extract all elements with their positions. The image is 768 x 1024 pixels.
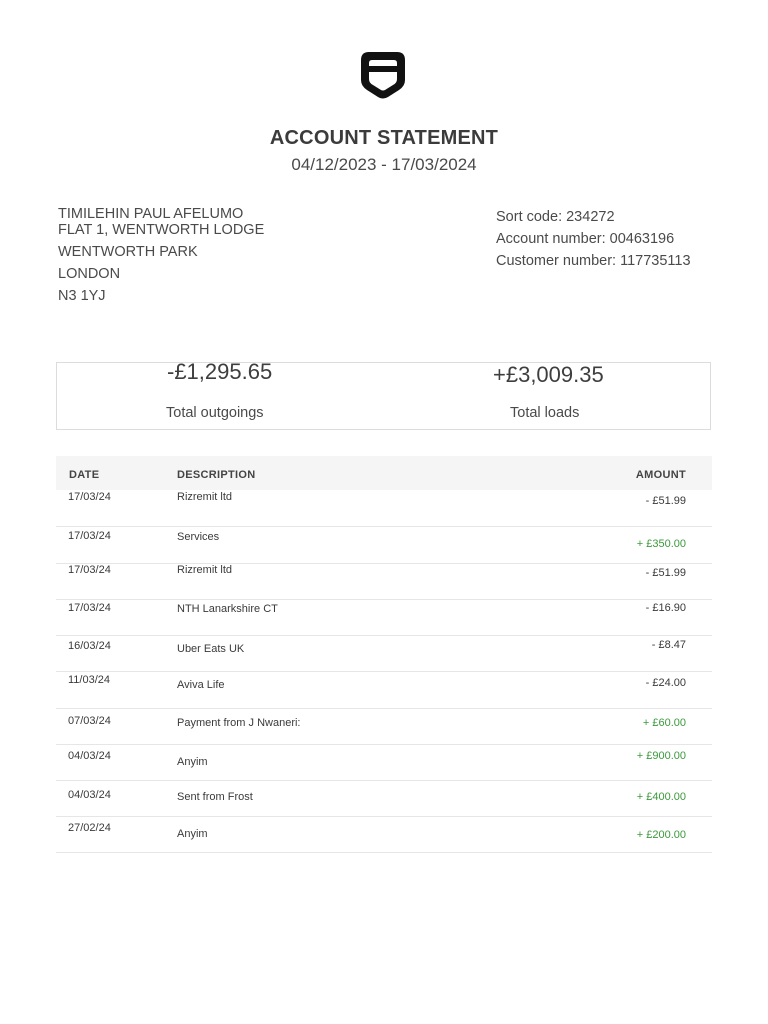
row-description: Aviva Life bbox=[177, 679, 225, 691]
row-date: 17/03/24 bbox=[68, 602, 111, 614]
customer-number: Customer number: 117735113 bbox=[496, 253, 691, 269]
row-amount: - £16.90 bbox=[645, 602, 686, 614]
total-outgoings-value: -£1,295.65 bbox=[167, 359, 273, 384]
row-description: Rizremit ltd bbox=[177, 564, 233, 576]
row-amount: - £51.99 bbox=[645, 567, 686, 579]
table-row bbox=[56, 527, 712, 564]
row-date: 27/02/24 bbox=[68, 822, 111, 834]
row-description: NTH Lanarkshire CT bbox=[177, 603, 278, 615]
row-amount: + £350.00 bbox=[636, 538, 686, 550]
row-description: Anyim bbox=[177, 756, 208, 768]
row-date: 17/03/24 bbox=[68, 530, 111, 542]
table-row bbox=[56, 490, 712, 527]
row-amount: - £8.47 bbox=[651, 639, 686, 651]
header-amount: AMOUNT bbox=[635, 469, 686, 481]
row-amount: + £900.00 bbox=[636, 750, 686, 762]
row-amount: + £60.00 bbox=[642, 717, 686, 729]
row-description: Anyim bbox=[177, 828, 208, 840]
row-date: 11/03/24 bbox=[68, 674, 111, 686]
row-date: 04/03/24 bbox=[68, 789, 111, 801]
statement-title: ACCOUNT STATEMENT bbox=[269, 127, 499, 149]
address-line: WENTWORTH PARK bbox=[58, 244, 198, 260]
table-row bbox=[56, 600, 712, 636]
row-date: 04/03/24 bbox=[68, 750, 111, 762]
table-row bbox=[56, 781, 712, 817]
row-description: Rizremit ltd bbox=[177, 491, 233, 503]
row-description: Services bbox=[177, 531, 220, 543]
row-date: 07/03/24 bbox=[68, 715, 111, 727]
row-amount: - £51.99 bbox=[645, 495, 686, 507]
account-number: Account number: 00463196 bbox=[496, 231, 675, 247]
table-row bbox=[56, 564, 712, 600]
total-outgoings-label: Total outgoings bbox=[166, 405, 264, 421]
table-row bbox=[56, 672, 712, 709]
table-body bbox=[56, 490, 712, 853]
table-row bbox=[56, 636, 712, 672]
row-amount: - £24.00 bbox=[645, 677, 686, 689]
row-description: Uber Eats UK bbox=[177, 643, 245, 655]
header-description: DESCRIPTION bbox=[177, 469, 256, 481]
row-description: Sent from Frost bbox=[177, 791, 253, 803]
total-loads-value: +£3,009.35 bbox=[493, 362, 604, 387]
table-row bbox=[56, 745, 712, 781]
sort-code: Sort code: 234272 bbox=[496, 209, 615, 225]
address-line: LONDON bbox=[58, 266, 121, 282]
header-date: DATE bbox=[69, 469, 100, 481]
row-amount: + £200.00 bbox=[636, 829, 686, 841]
row-amount: + £400.00 bbox=[636, 791, 686, 803]
account-details bbox=[496, 209, 691, 275]
customer-address bbox=[58, 206, 264, 310]
address-line: FLAT 1, WENTWORTH LODGE bbox=[58, 222, 265, 238]
row-date: 17/03/24 bbox=[68, 491, 111, 503]
shield-logo-icon bbox=[359, 50, 407, 100]
row-date: 17/03/24 bbox=[68, 564, 111, 576]
statement-period: 04/12/2023 - 17/03/2024 bbox=[291, 155, 477, 174]
customer-name: TIMILEHIN PAUL AFELUMO bbox=[58, 206, 244, 222]
transactions-table bbox=[56, 456, 712, 853]
table-row bbox=[56, 709, 712, 745]
totals-summary bbox=[56, 359, 711, 430]
row-description: Payment from J Nwaneri: bbox=[177, 717, 301, 729]
total-loads-label: Total loads bbox=[510, 405, 580, 421]
table-header bbox=[56, 456, 712, 490]
row-date: 16/03/24 bbox=[68, 640, 111, 652]
address-line: N3 1YJ bbox=[58, 288, 106, 304]
table-row bbox=[56, 817, 712, 853]
